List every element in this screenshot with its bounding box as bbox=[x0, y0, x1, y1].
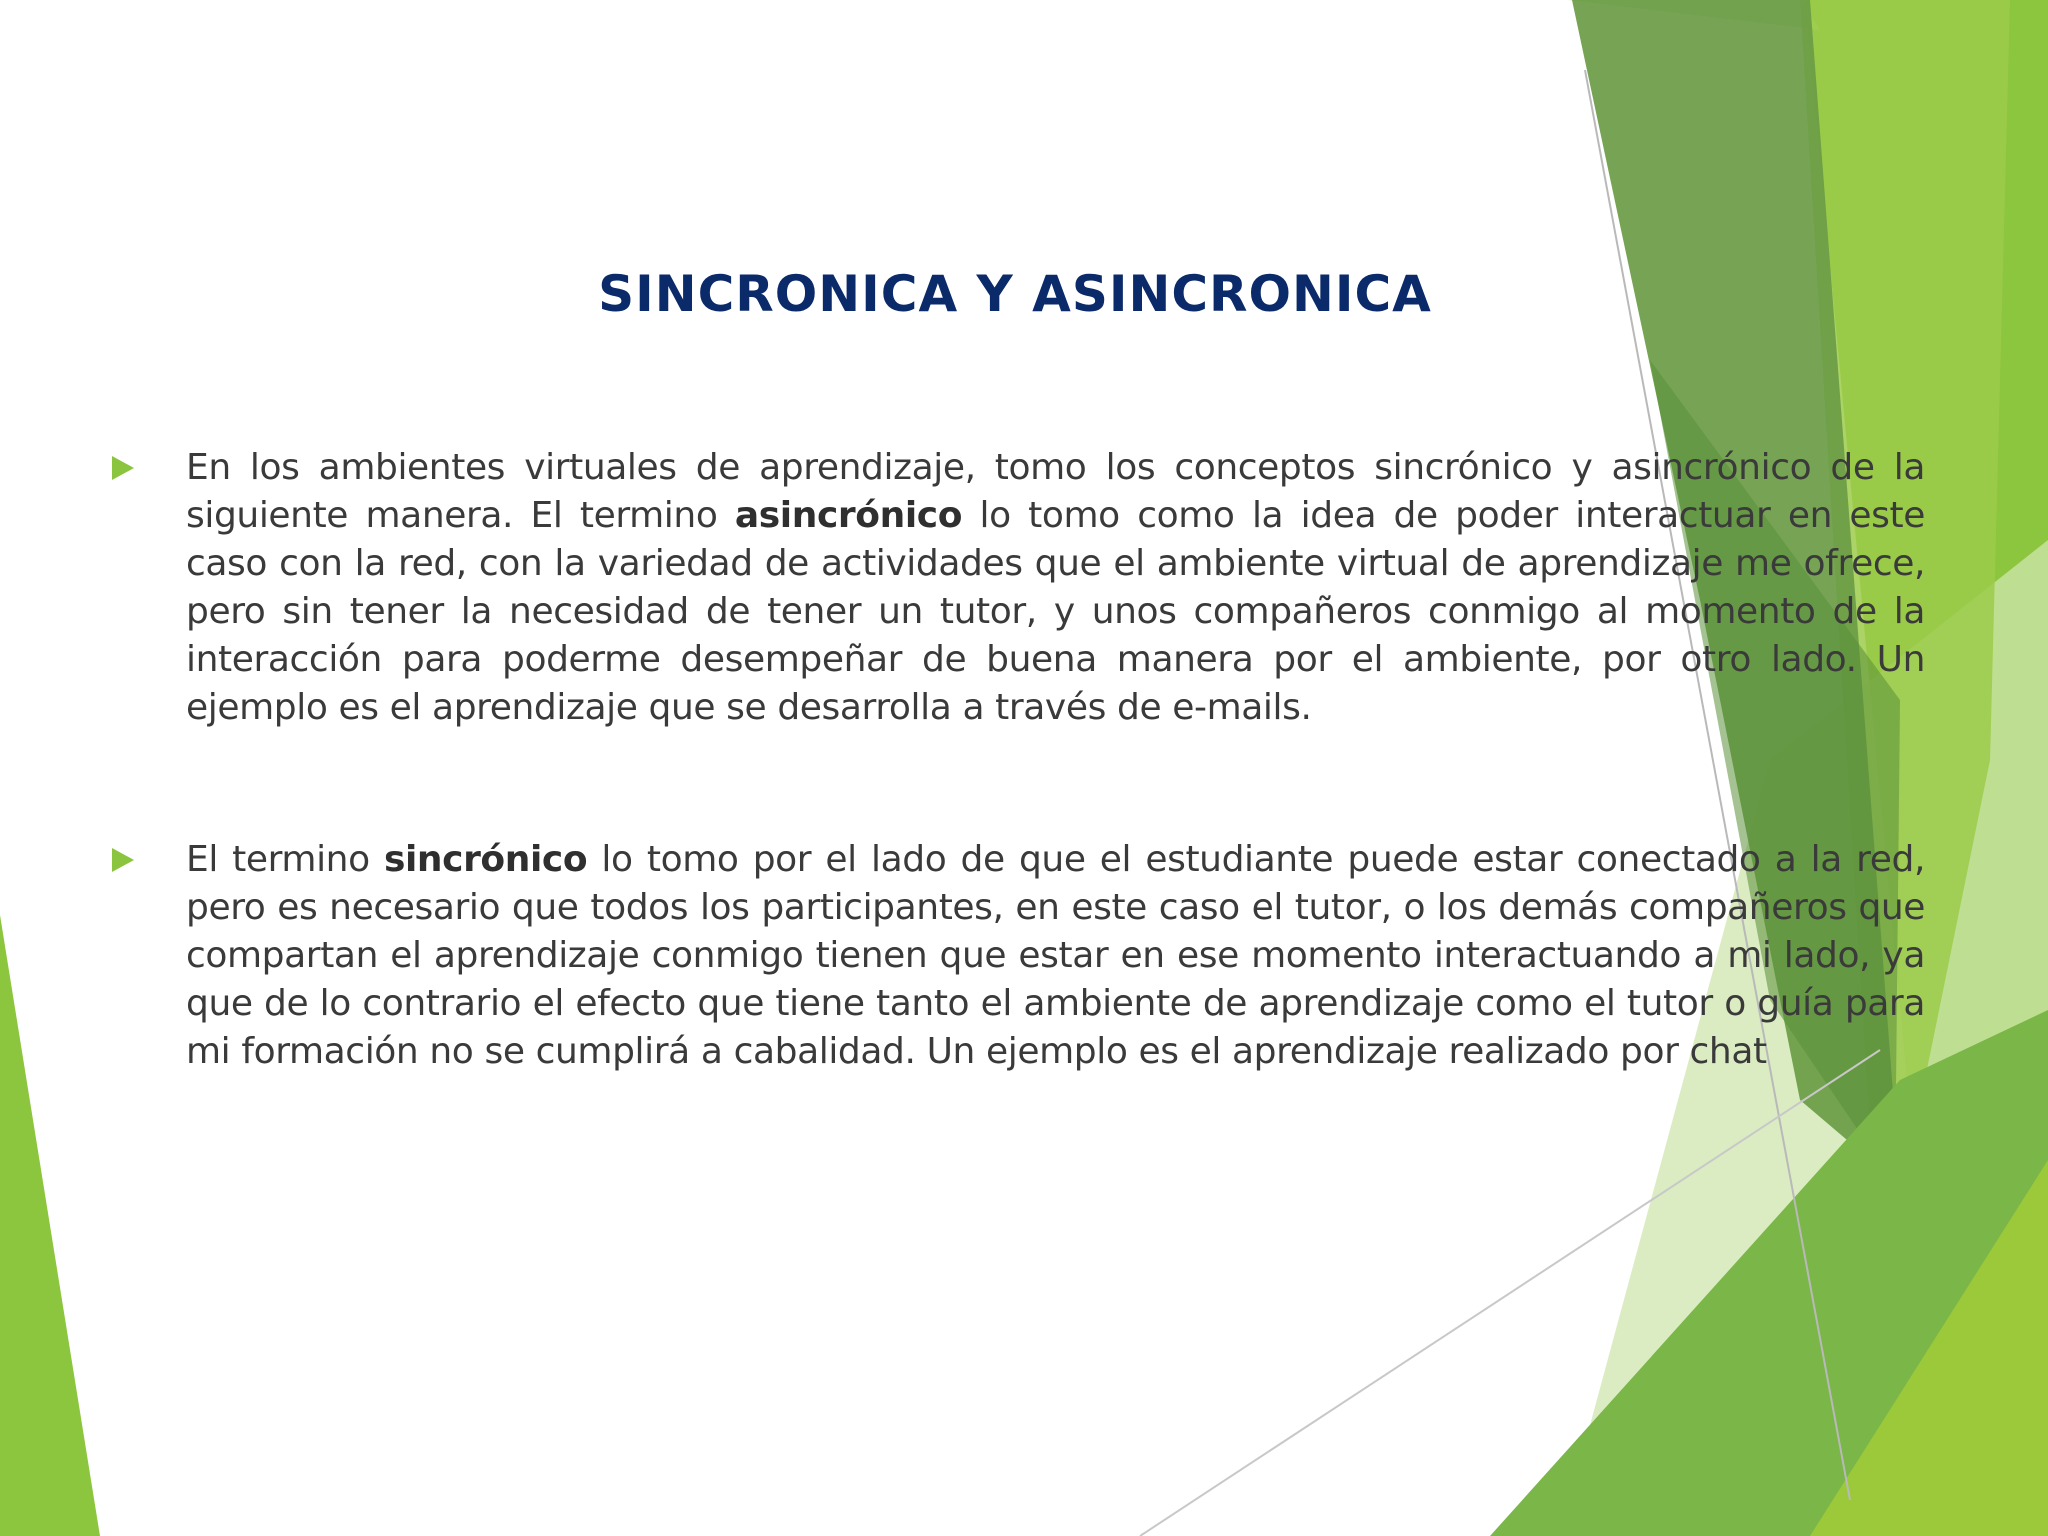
bullet-text-before: En los ambientes virtuales de aprendizaje, tomo los conceptos sincrónico y asincrónico de la siguiente manera. El termino bbox=[186, 447, 1925, 536]
bullet-text-after: lo tomo por el lado de que el estudiante puede estar conectado a la red, pero es necesario que todos los participantes, en este caso el tutor, o los demás compañeros que compartan el aprendizaje conmigo tienen que estar en ese momento interactuando a mi lado, ya que de lo contrario el efecto que tiene tanto el ambiente de aprendizaje como el tutor o guía para mi formación no se cumplirá a cabalidad. Un ejemplo es el aprendizaje realizado por chat bbox=[186, 839, 1925, 1072]
bullet-text-before: El termino bbox=[186, 839, 384, 880]
bullet-arrow-icon bbox=[112, 848, 134, 872]
bullet-bold-term: asincrónico bbox=[734, 495, 963, 536]
bullet-bold-term: sincrónico bbox=[383, 839, 588, 880]
bullet-list bbox=[110, 444, 1925, 1076]
left-green-sliver bbox=[0, 915, 100, 1536]
bullet-item-sincronico bbox=[110, 836, 1925, 1076]
bullet-item-asincronico bbox=[110, 444, 1925, 732]
slide-title: SINCRONICA Y ASINCRONICA bbox=[598, 265, 1432, 323]
bullet-arrow-icon bbox=[112, 456, 134, 480]
bullet-text-after: lo tomo como la idea de poder interactuar en este caso con la red, con la variedad de actividades que el ambiente virtual de aprendizaje me ofrece, pero sin tener la necesidad de tener un tutor, y unos compañeros conmigo al momento de la interacción para poderme desempeñar de buena manera por el ambiente, por otro lado. Un ejemplo es el aprendizaje que se desarrolla a través de e-mails. bbox=[186, 495, 1925, 728]
